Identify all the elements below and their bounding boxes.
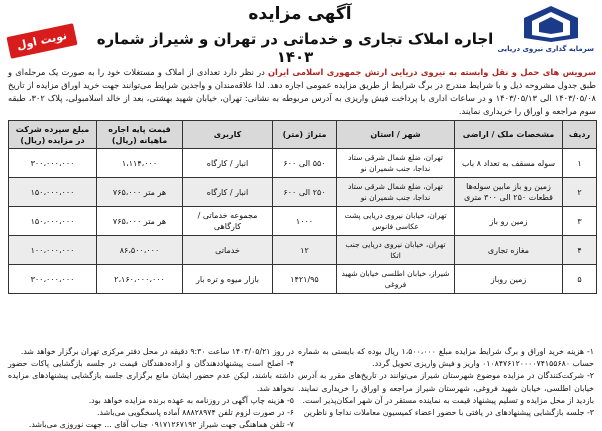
cell-spec: زمین رو باز مابین سوله‌ها قطعات ۲۵۰ الی ۳۰۰ متری [455, 178, 563, 207]
note-item: در روز ۱۴۰۳/۰۵/۲۱ ساعت ۹:۳۰ دقیقه در محل دفتر مرکزی تهران برگزار خواهد شد. [20, 347, 294, 356]
header-use: کاربری [183, 121, 273, 149]
cell-price: ۲،۱۶۰،۰۰۰،۰۰۰ [97, 265, 183, 294]
cell-row-number: ۴ [563, 236, 597, 265]
cell-use: انبار / کارگاه [183, 149, 273, 178]
note-item: ۷- تلفن هماهنگی جهت شیراز ۰۹۱۷۱۲۶۷۱۹۲ جناب آقای ... جهت نوروزی می‌باشد. [28, 420, 294, 430]
note-item: ۳- جلسه بازگشایی پیشنهادهای در یافتی با حضور اعضاء کمیسیون معاملات نداجا و ناظرین [303, 408, 594, 418]
header-deposit: مبلغ سپرده شرکت در مزایده (ریال) [9, 121, 97, 149]
ad-title: آگهی مزایده [248, 4, 352, 24]
header-price: قیمت پایه اجاره ماهیانه (ریال) [97, 121, 183, 149]
cell-deposit: ۳۰۰،۰۰۰،۰۰۰ [9, 265, 97, 294]
table-header-row [9, 121, 597, 149]
intro-paragraph [8, 66, 596, 118]
cell-area: ۱۰۰۰ [273, 207, 337, 236]
cell-price: ۸۶،۵۰۰،۰۰۰ [97, 236, 183, 265]
cell-row-number: ۵ [563, 265, 597, 294]
cell-area: ۵۵۰ الی ۶۰۰ [273, 149, 337, 178]
note-item: ۱- هزینه خرید اوراق و برگ شرایط مزایده مبلغ ۱،۵۰۰،۰۰۰ ریال بوده که بایستی به شماره حساب ۰۱۰۸۴۷۶۱۲۰۰۰۰۷۴۱۵۵۶۸۰ واریز و فیش واریزی تحویل گردد. [298, 347, 594, 369]
properties-table [8, 120, 597, 294]
notes-right-column [298, 346, 594, 419]
cell-price: هر متر ۷۶۵،۰۰۰ [97, 207, 183, 236]
header-city: شهر / استان [337, 121, 455, 149]
cell-city: شیراز، خیابان اطلسی خیابان شهید فروغی [337, 265, 455, 294]
cell-area: ۲۵۰ الی ۶۰۰ [273, 178, 337, 207]
header-row-number: ردیف [563, 121, 597, 149]
cell-use: خدماتی [183, 236, 273, 265]
cell-use: بازار میوه و تره بار [183, 265, 273, 294]
notes-left-column [8, 346, 294, 431]
company-logo [497, 4, 594, 62]
header-area: متراژ (متر) [273, 121, 337, 149]
cell-area: ۱۴۲۱/۹۵ [273, 265, 337, 294]
cell-deposit: ۱۵۰،۰۰۰،۰۰۰ [9, 178, 97, 207]
cell-spec: زمین رو باز [455, 207, 563, 236]
table-row [9, 149, 597, 178]
cell-spec: زمین روباز [455, 265, 563, 294]
cell-row-number: ۲ [563, 178, 597, 207]
table-row [9, 178, 597, 207]
round-badge: نوبت اول [6, 23, 77, 59]
note-item: ۲- شرکت‌کنندگان در مزایده موضوع شهرستان شیراز می‌توانند در تاریخ‌های مقرر به آدرس خیابان اطلسی، خیابان شهید فروغی، شهرستان شیراز مراجعه و اوراق را خریداری نمایند. بازدید از محل مزایده و تسلیم پیشنهاد قیمت به نماینده مستقر در آن شهر امکان‌پذیر است. [298, 371, 594, 405]
note-item: ۴- اصلح است پیشنهاددهندگان و اراده‌دهندگان قیمت در جلسه بازگشایی پاکات حضور داشته باشند، لیکن عدم حضور ایشان مانع برگزاری جلسه بازگشایی پیشنهادهای مزایده نخواهد شد. [8, 359, 294, 393]
cell-row-number: ۳ [563, 207, 597, 236]
cell-city: تهران، ضلع شمال شرقی ستاد نداجا، جنب شمیران نو [337, 178, 455, 207]
cell-price: هر متر ۷۶۵،۰۰۰ [97, 178, 183, 207]
cell-use: انبار / کارگاه [183, 178, 273, 207]
cell-area: ۱۲ [273, 236, 337, 265]
intro-organization: سرویس های حمل و نقل وابسته به نیروی دریایی ارتش جمهوری اسلامی ایران [267, 67, 596, 77]
table-row [9, 265, 597, 294]
cell-city: تهران، خیابان نیروی دریایی جنب اتکا [337, 236, 455, 265]
cell-city: تهران، ضلع شمال شرقی ستاد نداجا، جنب شمیران نو [337, 149, 455, 178]
cell-row-number: ۱ [563, 149, 597, 178]
logo-emblem-icon [508, 4, 594, 44]
table-row [9, 207, 597, 236]
cell-deposit: ۱۵۰،۰۰۰،۰۰۰ [9, 207, 97, 236]
cell-deposit: ۳۰۰،۰۰۰،۰۰۰ [9, 149, 97, 178]
cell-city: تهران، خیابان نیروی دریایی پشت عکاسی فانوس [337, 207, 455, 236]
note-item: ۵- هزینه چاپ آگهی در روزنامه به عهده برنده مزایده خواهد بود. [88, 395, 294, 405]
cell-deposit: ۱۰۰،۰۰۰،۰۰۰ [9, 236, 97, 265]
note-item: ۶- در صورت لزوم تلفن ۸۸۸۲۸۹۷۴ آماده پاسخگویی می‌باشد. [97, 408, 294, 418]
ad-header [0, 0, 602, 66]
cell-spec: سوله مسقف به تعداد ۸ باب [455, 149, 563, 178]
cell-price: ۱،۱۱۴،۰۰۰ [97, 149, 183, 178]
intro-body: در نظر دارد تعدادی از املاک و مستغلات خود را به صورت یک مرحله‌ای و طبق جدول مشروحه ذیل و با شرایط مندرج در برگ شرایط از طریق مزایده عمومی اجاره دهد. لذا علاقه‌مندان و واجدین شرایط می‌توانند جهت خرید اوراق مزایده از تاریخ ۱۴۰۳/۰۵/۰۸ الی ۱۴۰۳/۰۵/۱۳ و در ساعات اداری با پرداخت فیش واریزی به آدرس مربوطه به نشانی: تهران، خیابان شهید بهشتی، بعد از خالد اسلامبولی، پلاک ۳۰۲، طبقه سوم مراجعه و اوراق را خریداری نمایند. [8, 67, 596, 116]
logo-caption: سرمایه گذاری نیروی دریایی [497, 45, 594, 53]
table-row [9, 236, 597, 265]
cell-spec: مغازه تجاری [455, 236, 563, 265]
cell-use: مجموعه خدماتی / کارگاهی [183, 207, 273, 236]
header-spec: مشخصات ملک / اراضی [455, 121, 563, 149]
ad-subtitle: اجاره املاک تجاری و خدماتی در تهران و شیراز شماره ۱۴۰۳ [96, 30, 494, 66]
